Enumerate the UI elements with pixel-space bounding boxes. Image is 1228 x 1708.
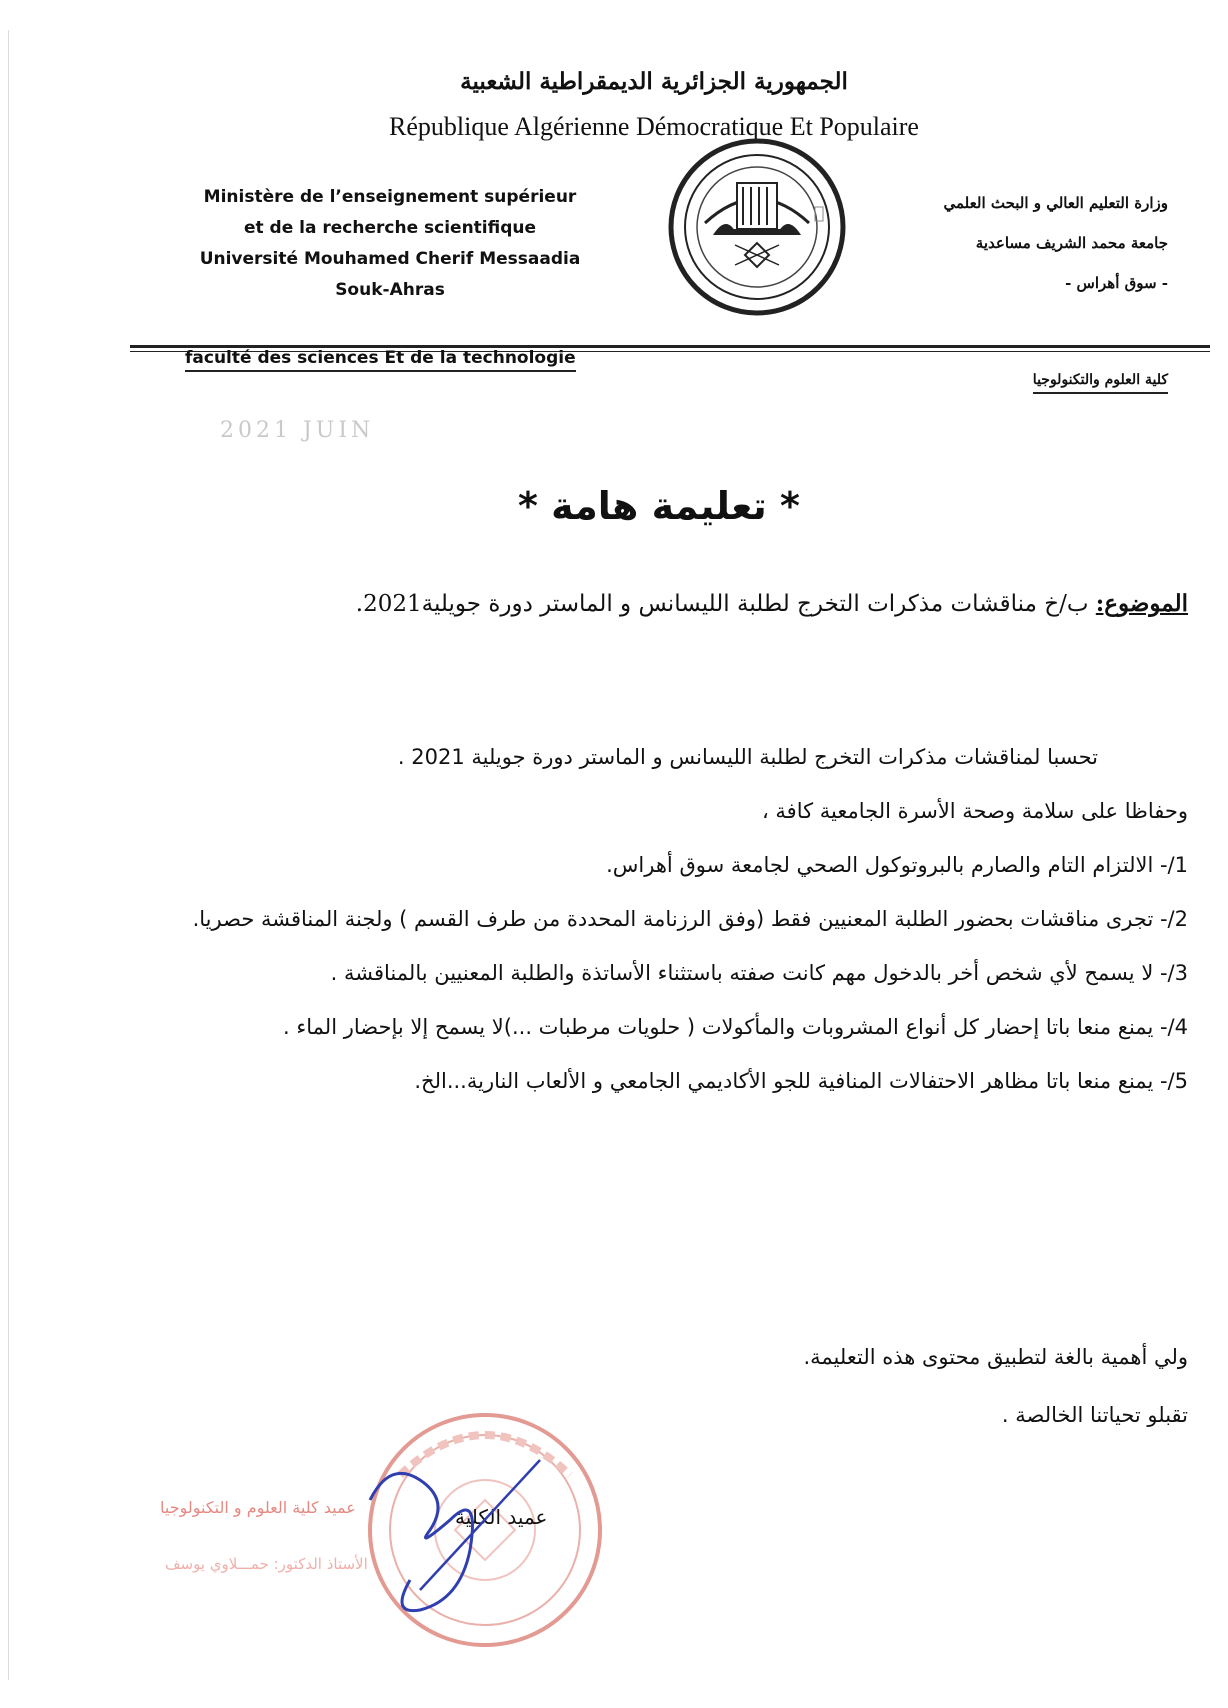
handwritten-signature [360,1440,560,1620]
ministry-block-french [170,182,610,306]
instruction-item: 2/- تجرى مناقشات بحضور الطلبة المعنيين فقط (وفق الرزنامة المحددة من طرف القسم ) ولجنة المناقشة حصريا. [192,907,1188,931]
ministry-line: وزارة التعليم العالي و البحث العلمي [943,194,1168,212]
intro-paragraph: تحسبا لمناقشات مذكرات التخرج لطلبة الليسانس و الماستر دورة جويلية 2021 . [397,745,1098,769]
subject-line [168,590,1188,617]
city-line: - سوق أهراس - [1065,274,1168,292]
instruction-item: 3/- لا يسمح لأي شخص أخر بالدخول مهم كانت صفته باستثناء الأساتذة والطلبة المعنيين بالمناقشة . [330,961,1188,985]
republic-title-french: République Algérienne Démocratique Et Populaire [389,112,919,141]
faculty-name-arabic: كلية العلوم والتكنولوجيا [1033,372,1168,394]
instruction-body [188,730,1188,1108]
dean-title: عميد الكلية [455,1505,548,1529]
stamp-dean-title: عميد كلية العلوم و التكنولوجيا [160,1498,356,1517]
stamp-dean-name: الأستاذ الدكتور: حمـــلاوي يوسف [165,1555,368,1573]
subject-text: ب/خ مناقشات مذكرات التخرج لطلبة الليسانس و الماستر دورة جويلية2021. [355,591,1089,617]
intro-paragraph: وحفاظا على سلامة وصحة الأسرة الجامعية كافة ، [761,799,1188,823]
subject-label: الموضوع: [1095,590,1188,617]
instruction-item: 5/- يمنع منعا باتا مظاهر الاحتفالات المنافية للجو الأكاديمي الجامعي و الألعاب النارية...الخ. [414,1069,1188,1093]
faculty-name-french: faculté des sciences Et de la technologie [185,348,576,372]
republic-title-arabic: الجمهورية الجزائرية الديمقراطية الشعبية [460,68,848,95]
date-stamp: 2021 JUIN [220,418,375,443]
university-seal-icon [665,135,850,320]
closing-line: ولي أهمية بالغة لتطبيق محتوى هذه التعليمة. [803,1345,1188,1369]
closing-line: تقبلو تحياتنا الخالصة . [1001,1403,1188,1427]
scan-margin-line [8,30,9,1680]
university-line: جامعة محمد الشريف مساعدية [975,234,1168,252]
ministry-line: et de la recherche scientifique [243,218,537,238]
document-title: * تعليمة هامة * [518,484,800,528]
instruction-item: 4/- يمنع منعا باتا إحضار كل أنواع المشروبات والمأكولات ( حلويات مرطبات ...)لا يسمح إلا بإحضار الماء . [283,1015,1188,1039]
city-line: Souk-Ahras [335,280,445,300]
instruction-item: 1/- الالتزام التام والصارم بالبروتوكول الصحي لجامعة سوق أهراس. [606,853,1188,877]
ministry-block-arabic [848,183,1168,303]
university-line: Université Mouhamed Cherif Messaadia [199,249,581,269]
ministry-line: Ministère de l’enseignement supérieur [203,187,577,207]
